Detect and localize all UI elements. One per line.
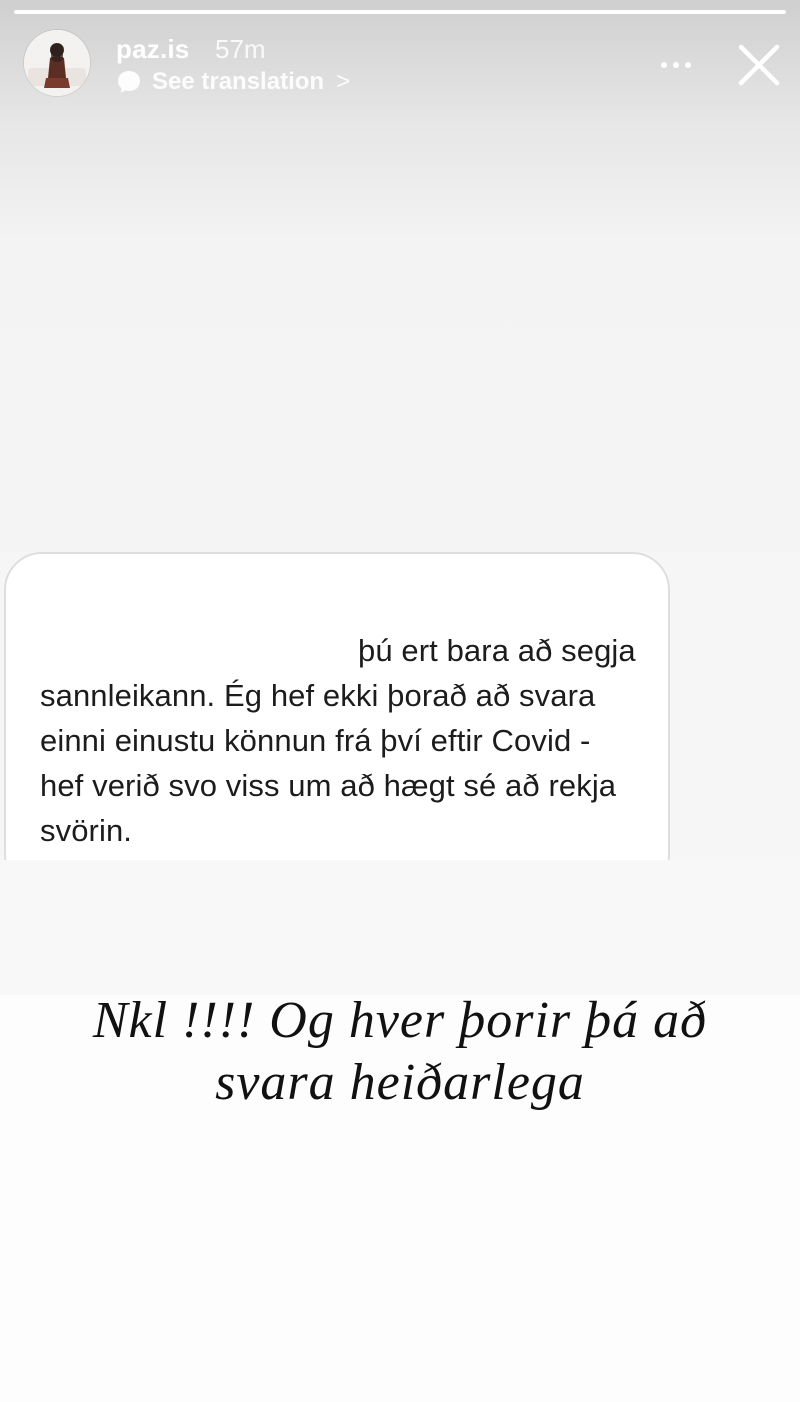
- see-translation-button[interactable]: [116, 66, 350, 98]
- question-card-text: [40, 628, 640, 853]
- more-dots-icon[interactable]: [656, 50, 696, 80]
- story-progress-bar: [14, 10, 786, 14]
- speech-bubble-icon: [116, 69, 142, 95]
- question-card-body: þú ert bara að segja sannleikann. Ég hef ekki þorað að svara einni einustu könnun frá því eftir Covid - hef verið svo viss um að hægt sé að rekja svörin.: [40, 633, 636, 848]
- profile-avatar[interactable]: [24, 30, 90, 96]
- overlay-line-2: svara heiðarlega: [215, 1054, 585, 1111]
- overlay-line-1: Nkl !!!! Og hver þorir þá að: [92, 992, 708, 1049]
- progress-segment: [14, 10, 786, 14]
- close-icon[interactable]: [736, 42, 782, 88]
- story-username[interactable]: paz.is: [116, 34, 190, 64]
- see-translation-label: See translation: [152, 68, 325, 95]
- story-overlay-text: [0, 990, 800, 1114]
- story-timestamp: 57m: [215, 34, 266, 64]
- avatar-image: [24, 30, 90, 96]
- chevron-right-icon: >: [336, 68, 351, 95]
